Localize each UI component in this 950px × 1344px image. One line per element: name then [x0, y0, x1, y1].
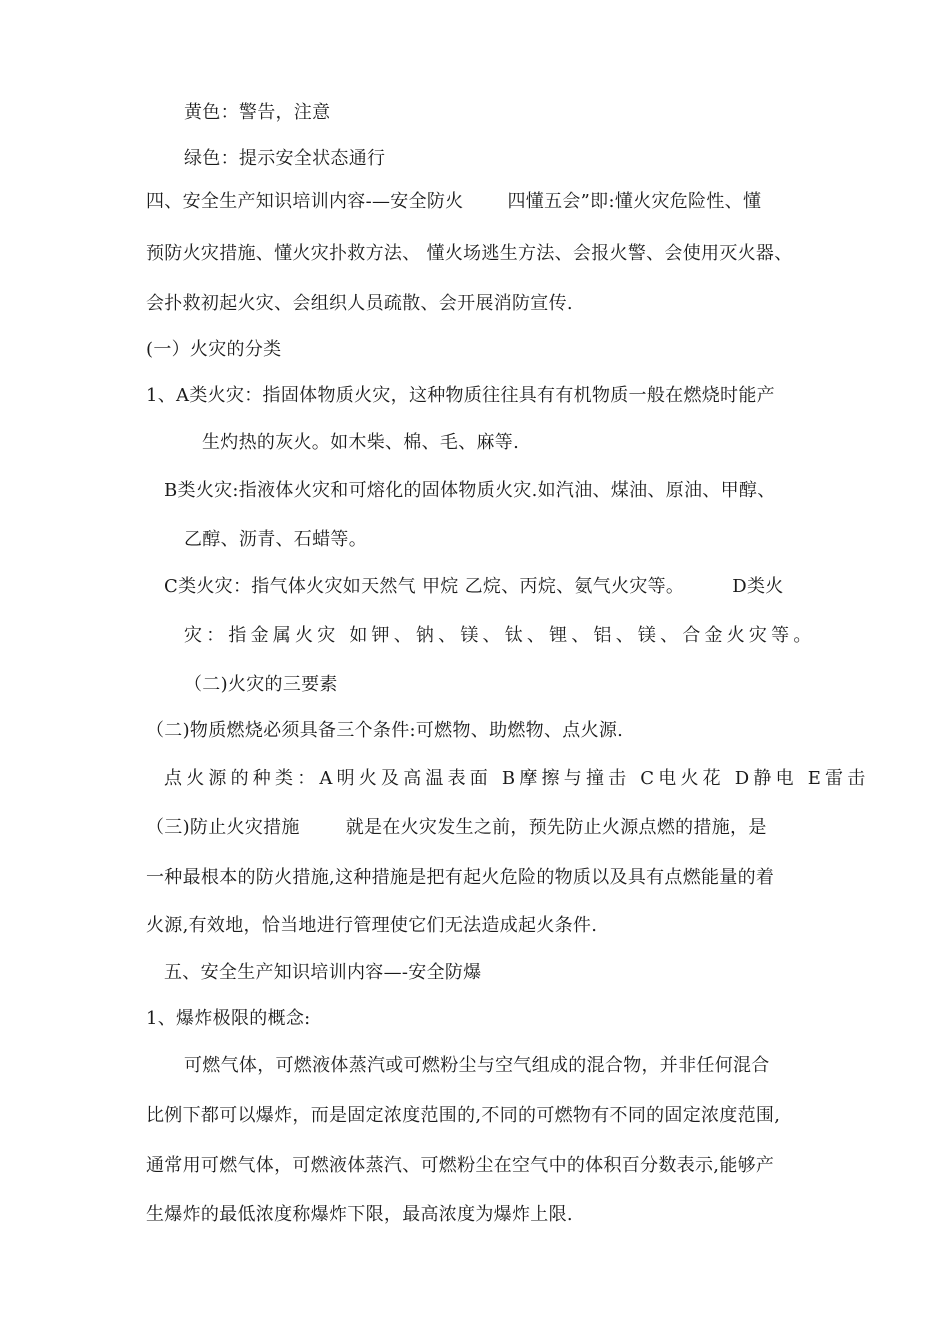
text-line: 可燃气体，可燃液体蒸汽或可燃粉尘与空气组成的混合物，并非任何混合 [184, 1055, 770, 1076]
subsection-heading: 1、爆炸极限的概念: [146, 1008, 311, 1029]
text-line: 生爆炸的最低浓度称爆炸下限，最高浓度为爆炸上限. [146, 1204, 573, 1225]
text-segment: D类火 [732, 576, 784, 597]
text-line [146, 190, 761, 214]
text-line: 点火源的种类：A明火及高温表面 B摩擦与撞击 C电火花 D静电 E雷击 [164, 768, 870, 789]
section-heading: 五、安全生产知识培训内容—-安全防爆 [164, 962, 482, 983]
section-heading: （二)火灾的三要素 [184, 674, 338, 695]
text-line: 火源,有效地，恰当地进行管理使它们无法造成起火条件. [146, 915, 598, 936]
text-line: 黄色：警告，注意 [184, 102, 331, 123]
text-line: 灾：指金属火灾 如钾、钠、镁、钛、锂、铝、镁、合金火灾等。 [184, 625, 816, 646]
text-line: 通常用可燃气体，可燃液体蒸汽、可燃粉尘在空气中的体积百分数表示,能够产 [146, 1155, 775, 1176]
text-segment: C类火灾：指气体火灾如天然气 甲烷 乙烷、丙烷、氨气火灾等。 [164, 576, 685, 597]
text-line [164, 575, 784, 599]
text-segment: 四懂五会”即:懂火灾危险性、懂 [507, 191, 762, 212]
text-line [146, 816, 767, 840]
text-segment: 四、安全生产知识培训内容-—安全防火 [146, 191, 464, 212]
text-line: B类火灾:指液体火灾和可熔化的固体物质火灾.如汽油、煤油、原油、甲醇、 [164, 480, 776, 501]
text-line: 乙醇、沥青、石蜡等。 [184, 529, 367, 550]
text-line: 一种最根本的防火措施,这种措施是把有起火危险的物质以及具有点燃能量的着 [146, 867, 775, 888]
text-line: 生灼热的灰火。如木柴、棉、毛、麻等. [202, 432, 520, 453]
text-line: （二)物质燃烧必须具备三个条件:可燃物、助燃物、点火源. [146, 720, 624, 741]
text-line: 会扑救初起火灾、会组织人员疏散、会开展消防宣传. [146, 293, 573, 314]
section-heading: (一）火灾的分类 [146, 339, 282, 360]
text-line: 比例下都可以爆炸，而是固定浓度范围的,不同的可燃物有不同的固定浓度范围, [146, 1105, 781, 1126]
text-line: 1、A类火灾：指固体物质火灾，这种物质往往具有有机物质一般在燃烧时能产 [146, 385, 775, 406]
section-heading: （三)防止火灾措施 [146, 817, 300, 838]
text-line: 预防火灾措施、懂火灾扑救方法、 懂火场逃生方法、会报火警、会使用灭火器、 [146, 243, 793, 264]
text-segment: 就是在火灾发生之前，预先防止火源点燃的措施，是 [345, 817, 767, 838]
text-line: 绿色：提示安全状态通行 [184, 148, 386, 169]
